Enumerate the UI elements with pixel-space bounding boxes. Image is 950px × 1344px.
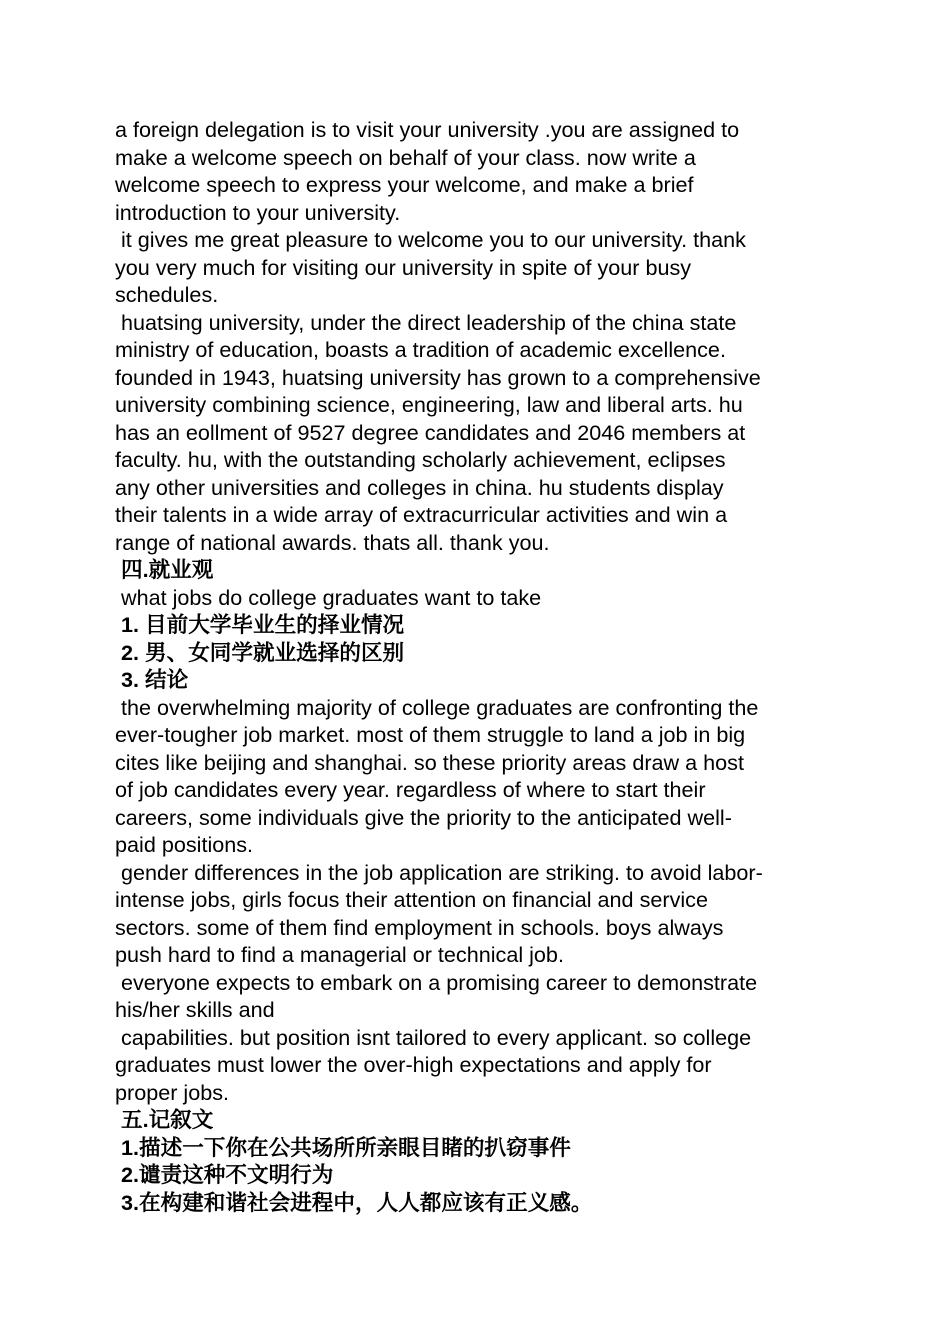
text-line: range of national awards. thats all. thank you. [115, 529, 550, 555]
text-line: careers, some individuals give the priority to the anticipated well- [115, 804, 732, 830]
text-line: gender differences in the job application are striking. to avoid labor- [115, 859, 763, 885]
text-line: sectors. some of them find employment in schools. boys always [115, 914, 724, 940]
heading-line: 3. 结论 [115, 667, 189, 692]
text-line: founded in 1943, huatsing university has grown to a comprehensive [115, 364, 761, 390]
text-line: proper jobs. [115, 1079, 230, 1105]
text-line: ever-tougher job market. most of them struggle to land a job in big [115, 722, 746, 747]
text-line: intense jobs, girls focus their attention on financial and service [115, 887, 708, 912]
text-line: it gives me great pleasure to welcome you to our university. thank [115, 227, 746, 252]
text-line: capabilities. but position isnt tailored to every applicant. so college [115, 1024, 752, 1050]
text-line: his/her skills and [115, 997, 275, 1022]
text-line: welcome speech to express your welcome, and make a brief [115, 172, 694, 197]
text-line: a foreign delegation is to visit your university .you are assigned to [115, 117, 740, 142]
text-line: you very much for visiting our university in spite of your busy [115, 254, 692, 280]
text-line: push hard to find a managerial or technical job. [115, 942, 564, 967]
text-line: university combining science, engineering, law and liberal arts. hu [115, 392, 743, 417]
document-body [115, 116, 840, 1216]
text-line: any other universities and colleges in china. hu students display [115, 474, 724, 500]
heading-line: 五.记叙文 [115, 1107, 214, 1132]
text-line: what jobs do college graduates want to take [115, 584, 542, 610]
text-line: ministry of education, boasts a tradition of academic excellence. [115, 337, 726, 362]
heading-line: 1. 目前大学毕业生的择业情况 [115, 612, 405, 637]
text-line: has an eollment of 9527 degree candidates and 2046 members at [115, 419, 746, 445]
text-line: of job candidates every year. regardless of where to start their [115, 777, 706, 802]
text-line: the overwhelming majority of college graduates are confronting the [115, 694, 759, 720]
heading-line: 四.就业观 [115, 557, 214, 582]
text-line: paid positions. [115, 832, 254, 857]
heading-line: 1.描述一下你在公共场所所亲眼目睹的扒窃事件 [115, 1134, 571, 1160]
text-line: schedules. [115, 282, 219, 307]
text-line: huatsing university, under the direct leadership of the china state [115, 309, 737, 335]
heading-line: 2. 男、女同学就业选择的区别 [115, 639, 405, 665]
text-line: their talents in a wide array of extracurricular activities and win a [115, 502, 728, 527]
text-line: faculty. hu, with the outstanding scholarly achievement, eclipses [115, 447, 726, 472]
heading-line: 2.谴责这种不文明行为 [115, 1162, 334, 1187]
text-line: cites like beijing and shanghai. so these priority areas draw a host [115, 749, 744, 775]
text-line: make a welcome speech on behalf of your class. now write a [115, 144, 696, 170]
text-line: introduction to your university. [115, 199, 401, 225]
text-line: graduates must lower the over-high expectations and apply for [115, 1052, 712, 1077]
text-line: everyone expects to embark on a promising career to demonstrate [115, 969, 758, 995]
heading-line: 3.在构建和谐社会进程中，人人都应该有正义感。 [115, 1189, 593, 1215]
